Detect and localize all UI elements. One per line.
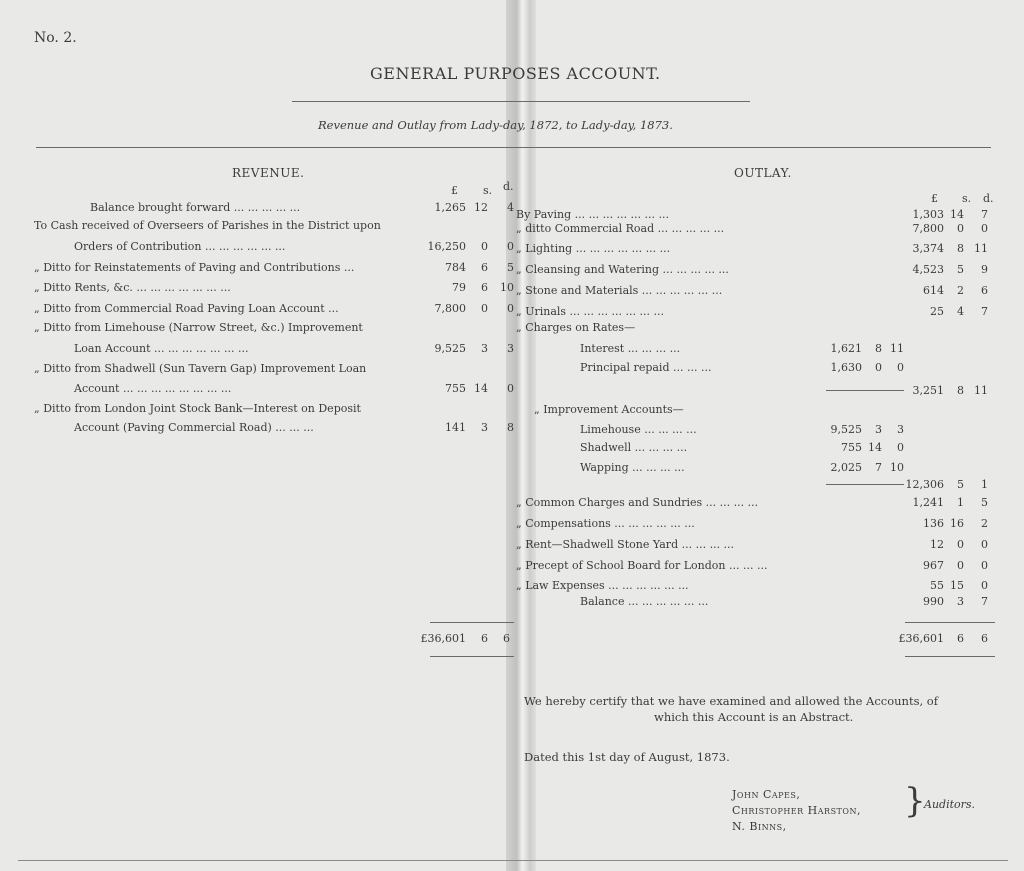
improvement-row-pence: 0: [897, 441, 904, 454]
outlay-row-pence: 6: [981, 284, 988, 297]
revenue-row-pence: 4: [507, 201, 514, 214]
revenue-total-rule-top: [430, 622, 514, 623]
title-rule: [292, 101, 750, 102]
improvement-row-pence: 3: [897, 423, 904, 436]
dated-line: Dated this 1st day of August, 1873.: [524, 750, 730, 764]
revenue-total-shillings: 6: [481, 632, 488, 645]
revenue-col-pounds: £: [451, 184, 458, 197]
improvement-total-shillings: 5: [957, 478, 964, 491]
outlay-row-shillings: 0: [957, 559, 964, 572]
revenue-total-rule-bottom: [430, 656, 514, 657]
outlay-row-pence: 0: [981, 222, 988, 235]
improvement-row-pounds: 755: [841, 441, 862, 454]
auditors-label: Auditors.: [924, 798, 976, 811]
revenue-heading: REVENUE.: [232, 166, 305, 180]
auditors-brace-icon: }: [904, 781, 926, 821]
outlay-row-pounds: 55: [930, 579, 944, 592]
outlay-row-text: „ Stone and Materials ... ... ... ... ... ...: [516, 284, 723, 297]
outlay-row-shillings: 8: [957, 242, 964, 255]
outlay-row-pounds: 12: [930, 538, 944, 551]
revenue-row-shillings: 6: [481, 281, 488, 294]
outlay-row-text: „ Common Charges and Sundries ... ... ... ...: [516, 496, 759, 509]
revenue-row-text: „ Ditto from Shadwell (Sun Tavern Gap) Improvement Loan: [34, 362, 367, 375]
charges-row-shillings: 0: [875, 361, 882, 374]
outlay-total-rule-bottom: [905, 656, 995, 657]
improvement-heading: „ Improvement Accounts—: [534, 403, 684, 416]
outlay-row-text: „ Law Expenses ... ... ... ... ... ...: [516, 579, 689, 592]
charges-row-text: Principal repaid ... ... ...: [580, 361, 712, 374]
outlay-col-pence: d.: [983, 192, 994, 205]
charges-total-pence: 11: [974, 384, 988, 397]
outlay-col-shillings: s.: [962, 192, 972, 205]
revenue-row-pence: 8: [507, 421, 514, 434]
revenue-row-text: Orders of Contribution ... ... ... ... ... ...: [74, 240, 286, 253]
balance-shillings: 3: [957, 595, 964, 608]
outlay-row-pounds: 1,241: [912, 496, 944, 509]
outlay-total-rule-top: [905, 622, 995, 623]
revenue-row-pounds: 1,265: [434, 201, 466, 214]
certification-line-1: We hereby certify that we have examined and allowed the Accounts, of: [524, 694, 938, 708]
outlay-row-pence: 9: [981, 263, 988, 276]
improvement-row-text: Shadwell ... ... ... ...: [580, 441, 688, 454]
revenue-row-shillings: 3: [481, 342, 488, 355]
outlay-row-text: „ Rent—Shadwell Stone Yard ... ... ... ...: [516, 538, 735, 551]
revenue-row-pounds: 9,525: [434, 342, 466, 355]
certification-line-2: which this Account is an Abstract.: [654, 710, 854, 724]
revenue-row-pence: 10: [500, 281, 514, 294]
revenue-row-text: Balance brought forward ... ... ... ... ...: [90, 201, 301, 214]
outlay-row-pounds: 136: [923, 517, 944, 530]
balance-label: Balance ... ... ... ... ... ...: [580, 595, 709, 608]
page-title: GENERAL PURPOSES ACCOUNT.: [370, 64, 661, 83]
charges-row-pence: 0: [897, 361, 904, 374]
revenue-row-text: „ Ditto from London Joint Stock Bank—Interest on Deposit: [34, 402, 361, 415]
revenue-row-text: „ Ditto from Limehouse (Narrow Street, &c.) Improvement: [34, 321, 363, 334]
revenue-row-pence: 0: [507, 382, 514, 395]
outlay-row-shillings: 14: [950, 208, 964, 221]
outlay-row-pence: 0: [981, 579, 988, 592]
auditor-3: N. Binns,: [732, 820, 787, 833]
improvement-row-pounds: 9,525: [830, 423, 862, 436]
outlay-total-pounds: £36,601: [898, 632, 944, 645]
revenue-row-pounds: 7,800: [434, 302, 466, 315]
revenue-row-shillings: 3: [481, 421, 488, 434]
outlay-row-pence: 5: [981, 496, 988, 509]
outlay-row-pounds: 967: [923, 559, 944, 572]
balance-pounds: 990: [923, 595, 944, 608]
outlay-row-text: By Paving ... ... ... ... ... ... ...: [516, 208, 670, 221]
revenue-row-text: „ Ditto from Commercial Road Paving Loan Account ...: [34, 302, 339, 315]
revenue-total-pence: 6: [503, 632, 510, 645]
outlay-row-shillings: 1: [957, 496, 964, 509]
revenue-row-text: To Cash received of Overseers of Parishes in the District upon: [34, 219, 381, 232]
header-rule: [36, 147, 991, 148]
revenue-row-pounds: 141: [445, 421, 466, 434]
improvement-row-text: Limehouse ... ... ... ...: [580, 423, 697, 436]
outlay-row-pounds: 614: [923, 284, 944, 297]
outlay-row-shillings: 0: [957, 538, 964, 551]
outlay-row-text: „ Charges on Rates—: [516, 321, 636, 334]
outlay-row-pence: 7: [981, 208, 988, 221]
revenue-row-pence: 5: [507, 261, 514, 274]
revenue-row-text: „ Ditto for Reinstatements of Paving and Contributions ...: [34, 261, 355, 274]
improvement-row-pence: 10: [890, 461, 904, 474]
revenue-row-text: Loan Account ... ... ... ... ... ... ...: [74, 342, 249, 355]
outlay-row-shillings: 15: [950, 579, 964, 592]
outlay-row-pence: 0: [981, 538, 988, 551]
revenue-row-pounds: 16,250: [427, 240, 466, 253]
charges-row-pounds: 1,621: [830, 342, 862, 355]
outlay-row-text: „ Cleansing and Watering ... ... ... ... ...: [516, 263, 729, 276]
improvement-total-pounds: 12,306: [905, 478, 944, 491]
improvement-row-shillings: 7: [875, 461, 882, 474]
revenue-row-text: „ Ditto Rents, &c. ... ... ... ... ... ... ...: [34, 281, 231, 294]
revenue-row-pence: 0: [507, 240, 514, 253]
charges-total-pounds: 3,251: [912, 384, 944, 397]
outlay-row-text: „ Urinals ... ... ... ... ... ... ...: [516, 305, 664, 318]
revenue-col-shillings: s.: [483, 184, 493, 197]
revenue-row-text: Account (Paving Commercial Road) ... ... ...: [74, 421, 314, 434]
improvement-row-text: Wapping ... ... ... ...: [580, 461, 685, 474]
outlay-row-pence: 7: [981, 305, 988, 318]
outlay-row-text: „ Compensations ... ... ... ... ... ...: [516, 517, 695, 530]
outlay-row-shillings: 4: [957, 305, 964, 318]
outlay-row-shillings: 0: [957, 222, 964, 235]
outlay-row-shillings: 2: [957, 284, 964, 297]
outlay-row-pounds: 25: [930, 305, 944, 318]
improvement-row-pounds: 2,025: [830, 461, 862, 474]
revenue-row-shillings: 0: [481, 302, 488, 315]
revenue-row-pounds: 79: [452, 281, 466, 294]
charges-row-shillings: 8: [875, 342, 882, 355]
outlay-row-pence: 0: [981, 559, 988, 572]
outlay-row-pence: 2: [981, 517, 988, 530]
outlay-row-text: „ Lighting ... ... ... ... ... ... ...: [516, 242, 671, 255]
improvement-total-pence: 1: [981, 478, 988, 491]
outlay-row-shillings: 16: [950, 517, 964, 530]
outlay-row-pounds: 7,800: [912, 222, 944, 235]
revenue-row-shillings: 12: [474, 201, 488, 214]
outlay-row-text: „ ditto Commercial Road ... ... ... ... ...: [516, 222, 725, 235]
auditor-1: John Capes,: [732, 788, 801, 801]
page-subtitle: Revenue and Outlay from Lady-day, 1872, to Lady-day, 1873.: [318, 118, 673, 132]
bottom-edge-rule: [18, 860, 1008, 861]
revenue-col-pence: d.: [503, 180, 514, 193]
outlay-row-pounds: 3,374: [912, 242, 944, 255]
revenue-row-shillings: 6: [481, 261, 488, 274]
revenue-row-shillings: 0: [481, 240, 488, 253]
improvement-row-shillings: 14: [868, 441, 882, 454]
charges-row-pounds: 1,630: [830, 361, 862, 374]
outlay-col-pounds: £: [931, 192, 938, 205]
revenue-row-pounds: 755: [445, 382, 466, 395]
auditor-2: Christopher Harston,: [732, 804, 861, 817]
charges-row-text: Interest ... ... ... ...: [580, 342, 681, 355]
outlay-row-shillings: 5: [957, 263, 964, 276]
revenue-row-pence: 0: [507, 302, 514, 315]
revenue-total-pounds: £36,601: [420, 632, 466, 645]
outlay-total-shillings: 6: [957, 632, 964, 645]
balance-pence: 7: [981, 595, 988, 608]
page-number: No. 2.: [34, 30, 77, 46]
outlay-heading: OUTLAY.: [734, 166, 792, 180]
revenue-row-pounds: 784: [445, 261, 466, 274]
outlay-row-text: „ Precept of School Board for London ... ... ...: [516, 559, 768, 572]
revenue-row-shillings: 14: [474, 382, 488, 395]
revenue-row-pence: 3: [507, 342, 514, 355]
charges-row-pence: 11: [890, 342, 904, 355]
outlay-row-pence: 11: [974, 242, 988, 255]
improvement-row-shillings: 3: [875, 423, 882, 436]
outlay-total-pence: 6: [981, 632, 988, 645]
outlay-row-pounds: 1,303: [912, 208, 944, 221]
outlay-row-pounds: 4,523: [912, 263, 944, 276]
revenue-row-text: Account ... ... ... ... ... ... ... ...: [74, 382, 232, 395]
charges-total-shillings: 8: [957, 384, 964, 397]
